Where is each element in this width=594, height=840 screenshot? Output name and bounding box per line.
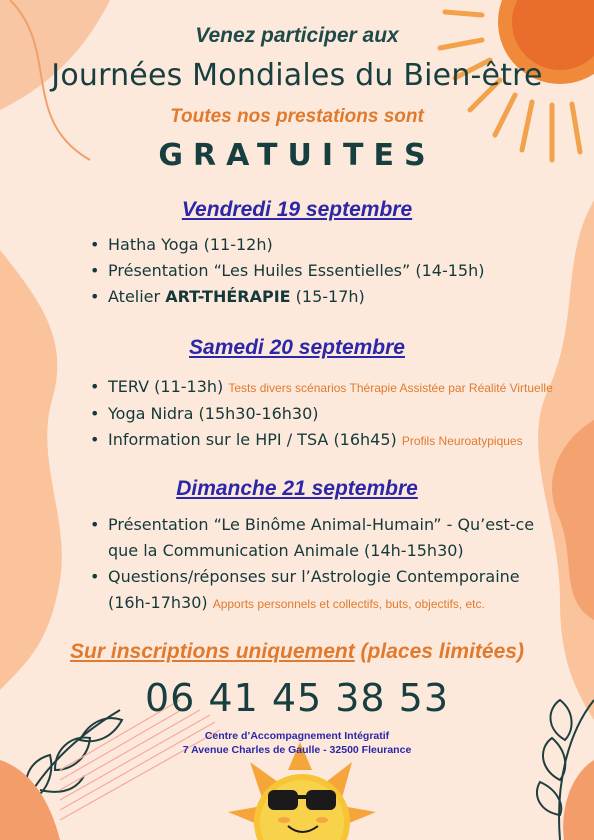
subtitle-text: Toutes nos prestations sont (170, 106, 424, 127)
day-heading-sunday: Dimanche 21 septembre (176, 477, 418, 500)
list-item: • Yoga Nidra (15h30-16h30) (88, 401, 553, 427)
free-banner: GRATUITES (158, 138, 436, 173)
day-heading-friday: Vendredi 19 septembre (181, 198, 413, 221)
list-item: • Présentation “Les Huiles Essentielles” (14-15h) (88, 258, 484, 284)
saturday-list (88, 374, 553, 454)
list-item: • Atelier ART-THÉRAPIE (15-17h) (88, 284, 484, 310)
sunday-list (88, 512, 534, 617)
list-item: • Questions/réponses sur l’Astrologie Contemporaine (16h-17h30) Apports personnels et collectifs, buts, objectifs, etc. (88, 564, 534, 617)
center-name: Centre d’Accompagnement Intégratif (204, 730, 390, 742)
registration-note: Sur inscriptions uniquement (places limitées) (70, 640, 524, 663)
address: 7 Avenue Charles de Gaulle - 32500 Fleurance (182, 744, 412, 756)
list-item: • Hatha Yoga (11-12h) (88, 232, 484, 258)
list-item: • TERV (11-13h) Tests divers scénarios Thérapie Assistée par Réalité Virtuelle (88, 374, 553, 401)
phone-number: 06 41 45 38 53 (144, 676, 450, 720)
list-item: • Présentation “Le Binôme Animal-Humain” - Qu’est-ce que la Communication Animale (14h-15h30) (88, 512, 534, 564)
list-item: • Information sur le HPI / TSA (16h45) Profils Neuroatypiques (88, 427, 553, 454)
friday-list (88, 232, 484, 310)
intro-text: Venez participer aux (195, 24, 399, 47)
day-heading-saturday: Samedi 20 septembre (189, 336, 405, 359)
page-title: Journées Mondiales du Bien-être (51, 58, 543, 93)
